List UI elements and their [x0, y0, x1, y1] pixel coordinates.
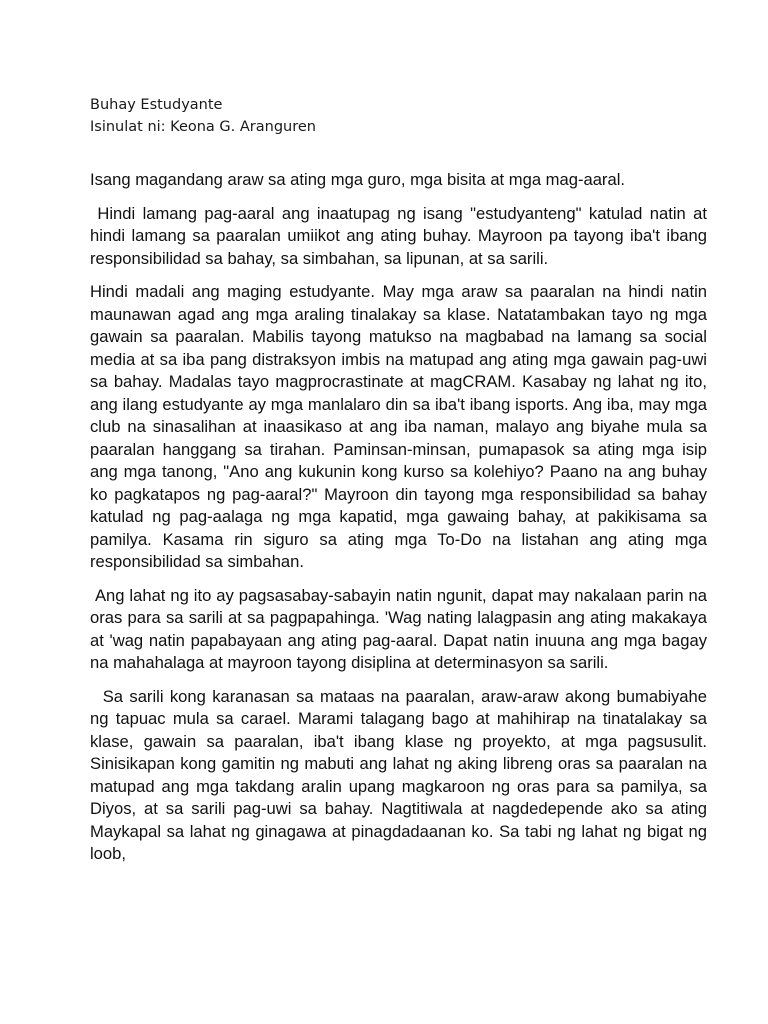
- document-header: [90, 94, 316, 138]
- author-line: Isinulat ni: Keona G. Aranguren: [90, 119, 316, 135]
- paragraph-balance: Ang lahat ng ito ay pagsasabay-sabayin natin ngunit, dapat may nakalaan parin na oras para sa sarili at sa pagpapahinga. 'Wag nating lalagpasin ang ating makakaya at 'wag natin papabayaan ang ating pag-aaral. Dapat natin inuuna ang mga bagay na mahahalaga at mayroon tayong disiplina at determinasyon sa sarili.: [90, 585, 707, 672]
- paragraph-greeting: Isang magandang araw sa ating mga guro, mga bisita at mga mag-aaral.: [90, 170, 625, 189]
- document-body: [90, 169, 707, 877]
- document-title: Buhay Estudyante: [90, 97, 223, 113]
- paragraph-personal-experience: Sa sarili kong karanasan sa mataas na paaralan, araw-araw akong bumabiyahe ng tapuac mula sa carael. Marami talagang bago at mahihirap na tinatalakay sa klase, gawain sa paaralan, iba't ibang klase ng proyekto, at mga pagsusulit. Sinisikapan kong gamitin ng mabuti ang lahat ng aking libreng oras sa paaralan na matupad ang mga takdang aralin upang magkaroon ng oras para sa pamilya, sa Diyos, at sa sarili pag-uwi sa bahay. Nagtitiwala at nagdedepende ako sa ating Maykapal sa lahat ng ginagawa at pinagdadaanan ko. Sa tabi ng lahat ng bigat ng loob,: [90, 686, 707, 863]
- paragraph-student-life: Hindi madali ang maging estudyante. May mga araw sa paaralan na hindi natin maunawan agad ang mga araling tinalakay sa klase. Natatambakan tayo ng mga gawain sa paaralan. Mabilis tayong matukso na magbabad na lamang sa social media at sa iba pang distraksyon imbis na matupad ang ating mga gawain pag-uwi sa bahay. Madalas tayo magprocrastinate at magCRAM. Kasabay ng lahat ng ito, ang ilang estudyante ay mga manlalaro din sa iba't ibang isports. Ang iba, may mga club na sinasalihan at inaasikaso at ang iba naman, malayo ang biyahe mula sa paaralan hanggang sa tirahan. Paminsan-minsan, pumapasok sa ating mga isip ang mga tanong, "Ano ang kukunin kong kurso sa kolehiyo? Paano na ang buhay ko pagkatapos ng pag-aaral?" Mayroon din tayong mga responsibilidad sa bahay katulad ng pag-aalaga ng mga kapatid, mga gawaing bahay, at pakikisama sa pamilya. Kasama rin siguro sa ating mga To-Do na listahan ang ating mga responsibilidad sa simbahan.: [90, 282, 707, 571]
- paragraph-responsibilities: Hindi lamang pag-aaral ang inaatupag ng isang "estudyanteng" katulad natin at hindi lamang sa paaralan umiikot ang ating buhay. Mayroon pa tayong iba't ibang responsibilidad sa bahay, sa simbahan, sa lipunan, at sa sarili.: [90, 203, 707, 268]
